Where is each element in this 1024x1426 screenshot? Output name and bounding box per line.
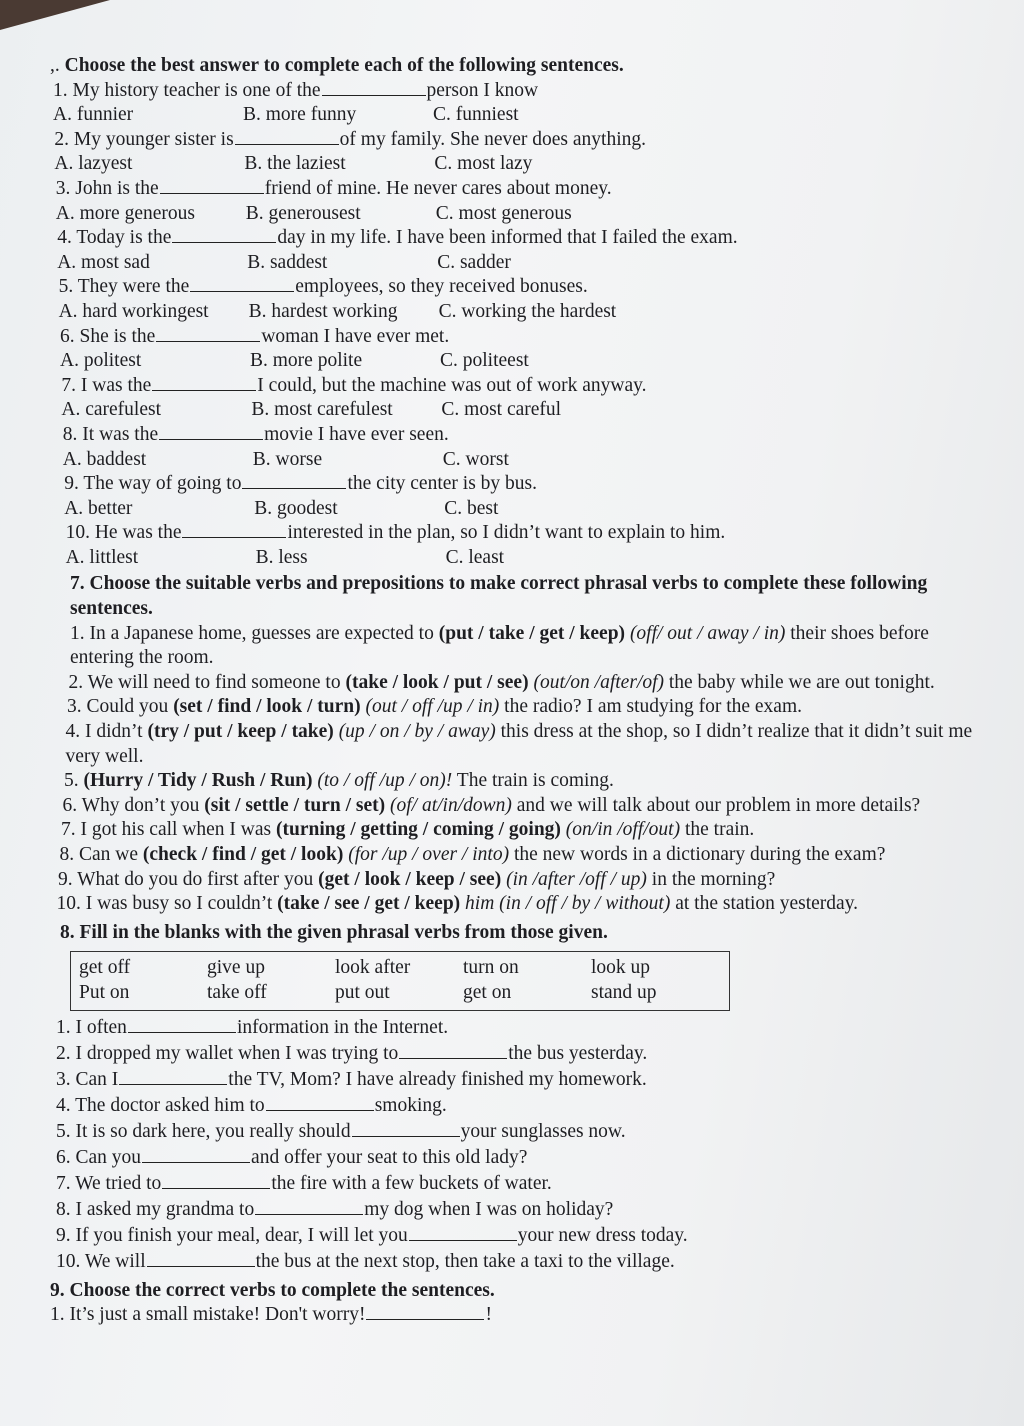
preposition-choices: (for /up / over / into) bbox=[343, 844, 510, 865]
option-b: B. hardest working bbox=[248, 300, 398, 322]
preposition-choices: (up / on / by / away) bbox=[333, 721, 496, 743]
answer-blank bbox=[399, 1042, 507, 1059]
option-b: B. generousest bbox=[245, 202, 361, 224]
question-7 bbox=[50, 374, 990, 399]
phrasal-question-2 bbox=[50, 671, 990, 696]
phrasal-question-1 bbox=[50, 622, 990, 671]
preposition-choices: (out / off /up / in) bbox=[360, 696, 500, 718]
question-5 bbox=[50, 275, 990, 300]
exercise-6-heading bbox=[50, 54, 990, 79]
answer-blank bbox=[182, 521, 286, 538]
question-text: the bus yesterday. bbox=[508, 1042, 648, 1064]
option-a: A. most sad bbox=[57, 251, 150, 273]
answer-blank bbox=[266, 1094, 374, 1111]
question-text: I could, but the machine was out of work anyway. bbox=[257, 374, 647, 396]
option-b: B. most carefulest bbox=[251, 399, 393, 421]
answer-blank bbox=[128, 1016, 236, 1033]
fill-question-6 bbox=[50, 1145, 990, 1171]
option-c: C. most careful bbox=[441, 399, 562, 421]
option-b: B. less bbox=[255, 546, 308, 568]
question-text: 3. Can I bbox=[56, 1068, 119, 1090]
options-7 bbox=[50, 398, 990, 423]
answer-blank bbox=[366, 1303, 484, 1320]
question-text: 9. If you finish your meal, dear, I will let you bbox=[56, 1224, 408, 1246]
phrasal-verb: get on bbox=[463, 981, 512, 1003]
question-text: 7. I got his call when I was bbox=[61, 819, 276, 841]
question-text: 5. It is so dark here, you really should bbox=[56, 1120, 351, 1142]
heading-text: Choose the best answer to complete each of the following sentences. bbox=[64, 55, 624, 76]
option-c: C. most lazy bbox=[434, 153, 533, 175]
answer-blank bbox=[160, 177, 264, 194]
question-1 bbox=[50, 79, 990, 104]
preposition-choices: (in /after /off / up) bbox=[501, 868, 647, 890]
phrasal-verb: put out bbox=[335, 981, 390, 1003]
question-6 bbox=[50, 325, 990, 350]
option-a: A. more generous bbox=[55, 202, 195, 224]
question-text: 2. We will need to find someone to bbox=[68, 671, 346, 693]
question-text: 7. We tried to bbox=[56, 1172, 162, 1194]
question-text: information in the Internet. bbox=[236, 1016, 449, 1038]
preposition-choices: (on/in /off/out) bbox=[560, 819, 681, 841]
preposition-choices: (of/ at/in/down) bbox=[385, 794, 512, 816]
answer-blank bbox=[159, 423, 263, 440]
question-text: 9. The way of going to bbox=[64, 473, 242, 495]
question-text: the fire with a few buckets of water. bbox=[271, 1172, 552, 1194]
question-text: 3. John is the bbox=[55, 177, 159, 199]
answer-blank bbox=[156, 325, 260, 342]
question-text: this dress at the shop, so I didn’t realize that it didn’t suit me very well. bbox=[65, 721, 973, 767]
question-text: 2. My younger sister is bbox=[54, 128, 234, 150]
question-text: the bus at the next stop, then take a taxi to the village. bbox=[255, 1250, 675, 1272]
phrasal-question-8 bbox=[50, 843, 990, 868]
answer-blank bbox=[235, 128, 339, 145]
verb-choices: (take / see / get / keep) bbox=[277, 893, 461, 915]
answer-blank bbox=[322, 79, 426, 96]
verb-choices: (Hurry / Tidy / Rush / Run) bbox=[83, 770, 313, 792]
question-text: the radio? I am studying for the exam. bbox=[499, 696, 802, 718]
question-text: 8. Can we bbox=[59, 844, 143, 865]
question-text: person I know bbox=[426, 79, 539, 101]
phrasal-verb: turn on bbox=[463, 957, 519, 979]
answer-blank bbox=[409, 1224, 517, 1241]
option-b: B. worse bbox=[252, 448, 323, 470]
question-text: 1. It’s just a small mistake! Don't worry! bbox=[50, 1304, 366, 1326]
phrasal-question-3 bbox=[50, 695, 990, 720]
verb-choices: (try / put / keep / take) bbox=[147, 721, 334, 743]
phrasal-question-5 bbox=[50, 769, 990, 794]
phrasal-verb: stand up bbox=[591, 981, 657, 1003]
options-3 bbox=[50, 202, 990, 227]
box-row bbox=[79, 981, 721, 1006]
question-text: 4. Today is the bbox=[57, 227, 172, 249]
verb-choices: (set / find / look / turn) bbox=[173, 696, 361, 718]
heading-mark: ,. bbox=[50, 55, 60, 76]
option-b: B. more funny bbox=[243, 104, 357, 126]
question-text: and we will talk about our problem in more details? bbox=[511, 794, 921, 816]
question-text: your new dress today. bbox=[517, 1224, 688, 1246]
question-text: smoking. bbox=[374, 1094, 447, 1116]
answer-blank bbox=[152, 374, 256, 391]
question-2 bbox=[50, 128, 990, 153]
table-corner bbox=[0, 0, 110, 30]
question-text: 10. We will bbox=[56, 1250, 146, 1272]
verb-choices: (turning / getting / coming / going) bbox=[276, 819, 561, 841]
option-a: A. better bbox=[64, 497, 133, 519]
option-c: C. politeest bbox=[440, 350, 529, 372]
phrasal-verb-box bbox=[70, 951, 730, 1010]
question-text: 4. The doctor asked him to bbox=[56, 1094, 265, 1116]
question-8 bbox=[50, 423, 990, 448]
preposition-choices: (out/on /after/of) bbox=[528, 671, 664, 693]
question-text: 1. My history teacher is one of the bbox=[53, 79, 321, 101]
question-text: friend of mine. He never cares about money. bbox=[264, 177, 612, 199]
option-c: C. funniest bbox=[433, 104, 519, 126]
question-text: ! bbox=[485, 1304, 492, 1326]
answer-blank bbox=[352, 1120, 460, 1137]
exercise-9-heading: 9. Choose the correct verbs to complete the sentences. bbox=[50, 1279, 495, 1301]
options-2 bbox=[50, 152, 990, 177]
question-text: the baby while we are out tonight. bbox=[663, 671, 935, 693]
phrasal-question-9 bbox=[50, 868, 990, 893]
verb-choices: (check / find / get / look) bbox=[142, 844, 344, 865]
box-row bbox=[79, 956, 721, 981]
phrasal-verb: take off bbox=[207, 981, 267, 1003]
question-text: 1. I often bbox=[56, 1016, 127, 1038]
answer-blank bbox=[162, 1172, 270, 1189]
question-text: The train is coming. bbox=[452, 770, 614, 792]
question-text: employees, so they received bonuses. bbox=[295, 276, 588, 298]
option-a: A. funnier bbox=[53, 104, 134, 126]
question-text: interested in the plan, so I didn’t want to explain to him. bbox=[287, 522, 726, 544]
options-6 bbox=[50, 349, 990, 374]
answer-blank bbox=[255, 1198, 363, 1215]
fill-question-8 bbox=[50, 1197, 990, 1223]
question-text: 8. I asked my grandma to bbox=[56, 1198, 255, 1220]
question-text: 6. She is the bbox=[60, 325, 156, 347]
options-9 bbox=[50, 497, 990, 522]
phrasal-question-6 bbox=[50, 794, 990, 819]
answer-blank bbox=[242, 472, 346, 489]
question-3 bbox=[50, 177, 990, 202]
question-text: 1. In a Japanese home, guesses are expected to bbox=[70, 622, 439, 644]
question-text: the new words in a dictionary during the exam? bbox=[509, 844, 886, 865]
question-text: at the station yesterday. bbox=[670, 893, 859, 915]
fill-question-7 bbox=[50, 1171, 990, 1197]
question-text: 8. It was the bbox=[62, 423, 159, 445]
verb-choices: (put / take / get / keep) bbox=[438, 622, 626, 644]
options-10 bbox=[50, 546, 990, 571]
option-a: A. littlest bbox=[65, 546, 139, 568]
option-a: A. carefulest bbox=[61, 399, 162, 421]
question-text: 4. I didn’t bbox=[65, 721, 148, 743]
question-text: movie I have ever seen. bbox=[264, 423, 449, 445]
fill-question-2 bbox=[50, 1041, 990, 1067]
option-c: C. sadder bbox=[437, 251, 511, 273]
phrasal-verb: look up bbox=[591, 957, 651, 979]
options-4 bbox=[50, 251, 990, 276]
question-text: their shoes before entering the room. bbox=[70, 622, 929, 669]
verb-choices: (get / look / keep / see) bbox=[318, 868, 502, 890]
option-c: C. working the hardest bbox=[438, 300, 617, 322]
fill-question-4 bbox=[50, 1093, 990, 1119]
question-text: 3. Could you bbox=[67, 696, 174, 718]
question-4 bbox=[50, 226, 990, 251]
options-1 bbox=[50, 103, 990, 128]
verb-choices: (sit / settle / turn / set) bbox=[204, 794, 386, 816]
question-text: 6. Why don’t you bbox=[62, 794, 205, 816]
question-10 bbox=[50, 521, 990, 546]
question-text: 10. I was busy so I couldn’t bbox=[56, 893, 278, 915]
option-a: A. lazyest bbox=[54, 153, 133, 175]
option-c: C. worst bbox=[442, 448, 509, 470]
answer-blank bbox=[142, 1146, 250, 1163]
preposition-choices: (off/ out / away / in) bbox=[625, 622, 786, 644]
option-b: B. the laziest bbox=[244, 153, 346, 175]
question-text: the city center is by bus. bbox=[347, 473, 538, 495]
verb-question-1 bbox=[50, 1303, 990, 1328]
option-c: C. most generous bbox=[435, 202, 572, 224]
option-c: C. best bbox=[444, 497, 499, 519]
phrasal-verb: Put on bbox=[79, 981, 130, 1003]
answer-blank bbox=[172, 226, 276, 243]
option-b: B. saddest bbox=[247, 251, 328, 273]
option-b: B. goodest bbox=[254, 497, 338, 519]
phrasal-verb: give up bbox=[207, 957, 265, 979]
options-5 bbox=[50, 300, 990, 325]
question-text: my dog when I was on holiday? bbox=[364, 1198, 614, 1220]
option-a: A. hard workingest bbox=[58, 300, 209, 322]
option-c: C. least bbox=[445, 546, 505, 568]
question-text: 2. I dropped my wallet when I was trying to bbox=[56, 1042, 399, 1064]
answer-blank bbox=[147, 1250, 255, 1267]
fill-question-3 bbox=[50, 1067, 990, 1093]
options-8 bbox=[50, 448, 990, 473]
question-text: 7. I was the bbox=[61, 374, 152, 396]
question-text: woman I have ever met. bbox=[261, 325, 450, 347]
exercise-8-heading: 8. Fill in the blanks with the given phrasal verbs from those given. bbox=[60, 921, 608, 943]
worksheet-content bbox=[50, 54, 990, 1328]
question-text: of my family. She never does anything. bbox=[339, 128, 647, 150]
fill-question-5 bbox=[50, 1119, 990, 1145]
preposition-choices: (to / off /up / on)! bbox=[312, 770, 453, 792]
question-9 bbox=[50, 472, 990, 497]
question-text: and offer your seat to this old lady? bbox=[251, 1146, 528, 1168]
question-text: 9. What do you do first after you bbox=[58, 868, 319, 890]
question-text: 6. Can you bbox=[56, 1146, 142, 1168]
question-text: 5. They were the bbox=[58, 276, 190, 298]
question-text: in the morning? bbox=[646, 868, 776, 890]
question-text: your sunglasses now. bbox=[460, 1120, 626, 1142]
phrasal-verb: look after bbox=[335, 957, 411, 979]
phrasal-question-10 bbox=[50, 892, 990, 917]
answer-blank bbox=[119, 1068, 227, 1085]
preposition-choices: him (in / off / by / without) bbox=[460, 893, 671, 915]
question-text: 5. bbox=[64, 770, 84, 792]
question-text: 10. He was the bbox=[65, 522, 182, 544]
question-text: the TV, Mom? I have already finished my homework. bbox=[228, 1068, 647, 1090]
phrasal-question-4 bbox=[50, 720, 990, 769]
phrasal-verb: get off bbox=[79, 957, 131, 979]
option-a: A. baddest bbox=[62, 448, 147, 470]
fill-question-1 bbox=[50, 1015, 990, 1041]
fill-question-10 bbox=[50, 1249, 990, 1275]
verb-choices: (take / look / put / see) bbox=[345, 671, 529, 693]
exercise-7-heading: 7. Choose the suitable verbs and prepositions to make correct phrasal verbs to complete these following sentences. bbox=[70, 573, 928, 620]
phrasal-question-7 bbox=[50, 818, 990, 843]
fill-question-9 bbox=[50, 1223, 990, 1249]
question-text: day in my life. I have been informed that I failed the exam. bbox=[277, 227, 738, 249]
option-b: B. more polite bbox=[250, 350, 363, 372]
answer-blank bbox=[190, 275, 294, 292]
question-text: the train. bbox=[680, 819, 755, 841]
option-a: A. politest bbox=[60, 350, 142, 372]
